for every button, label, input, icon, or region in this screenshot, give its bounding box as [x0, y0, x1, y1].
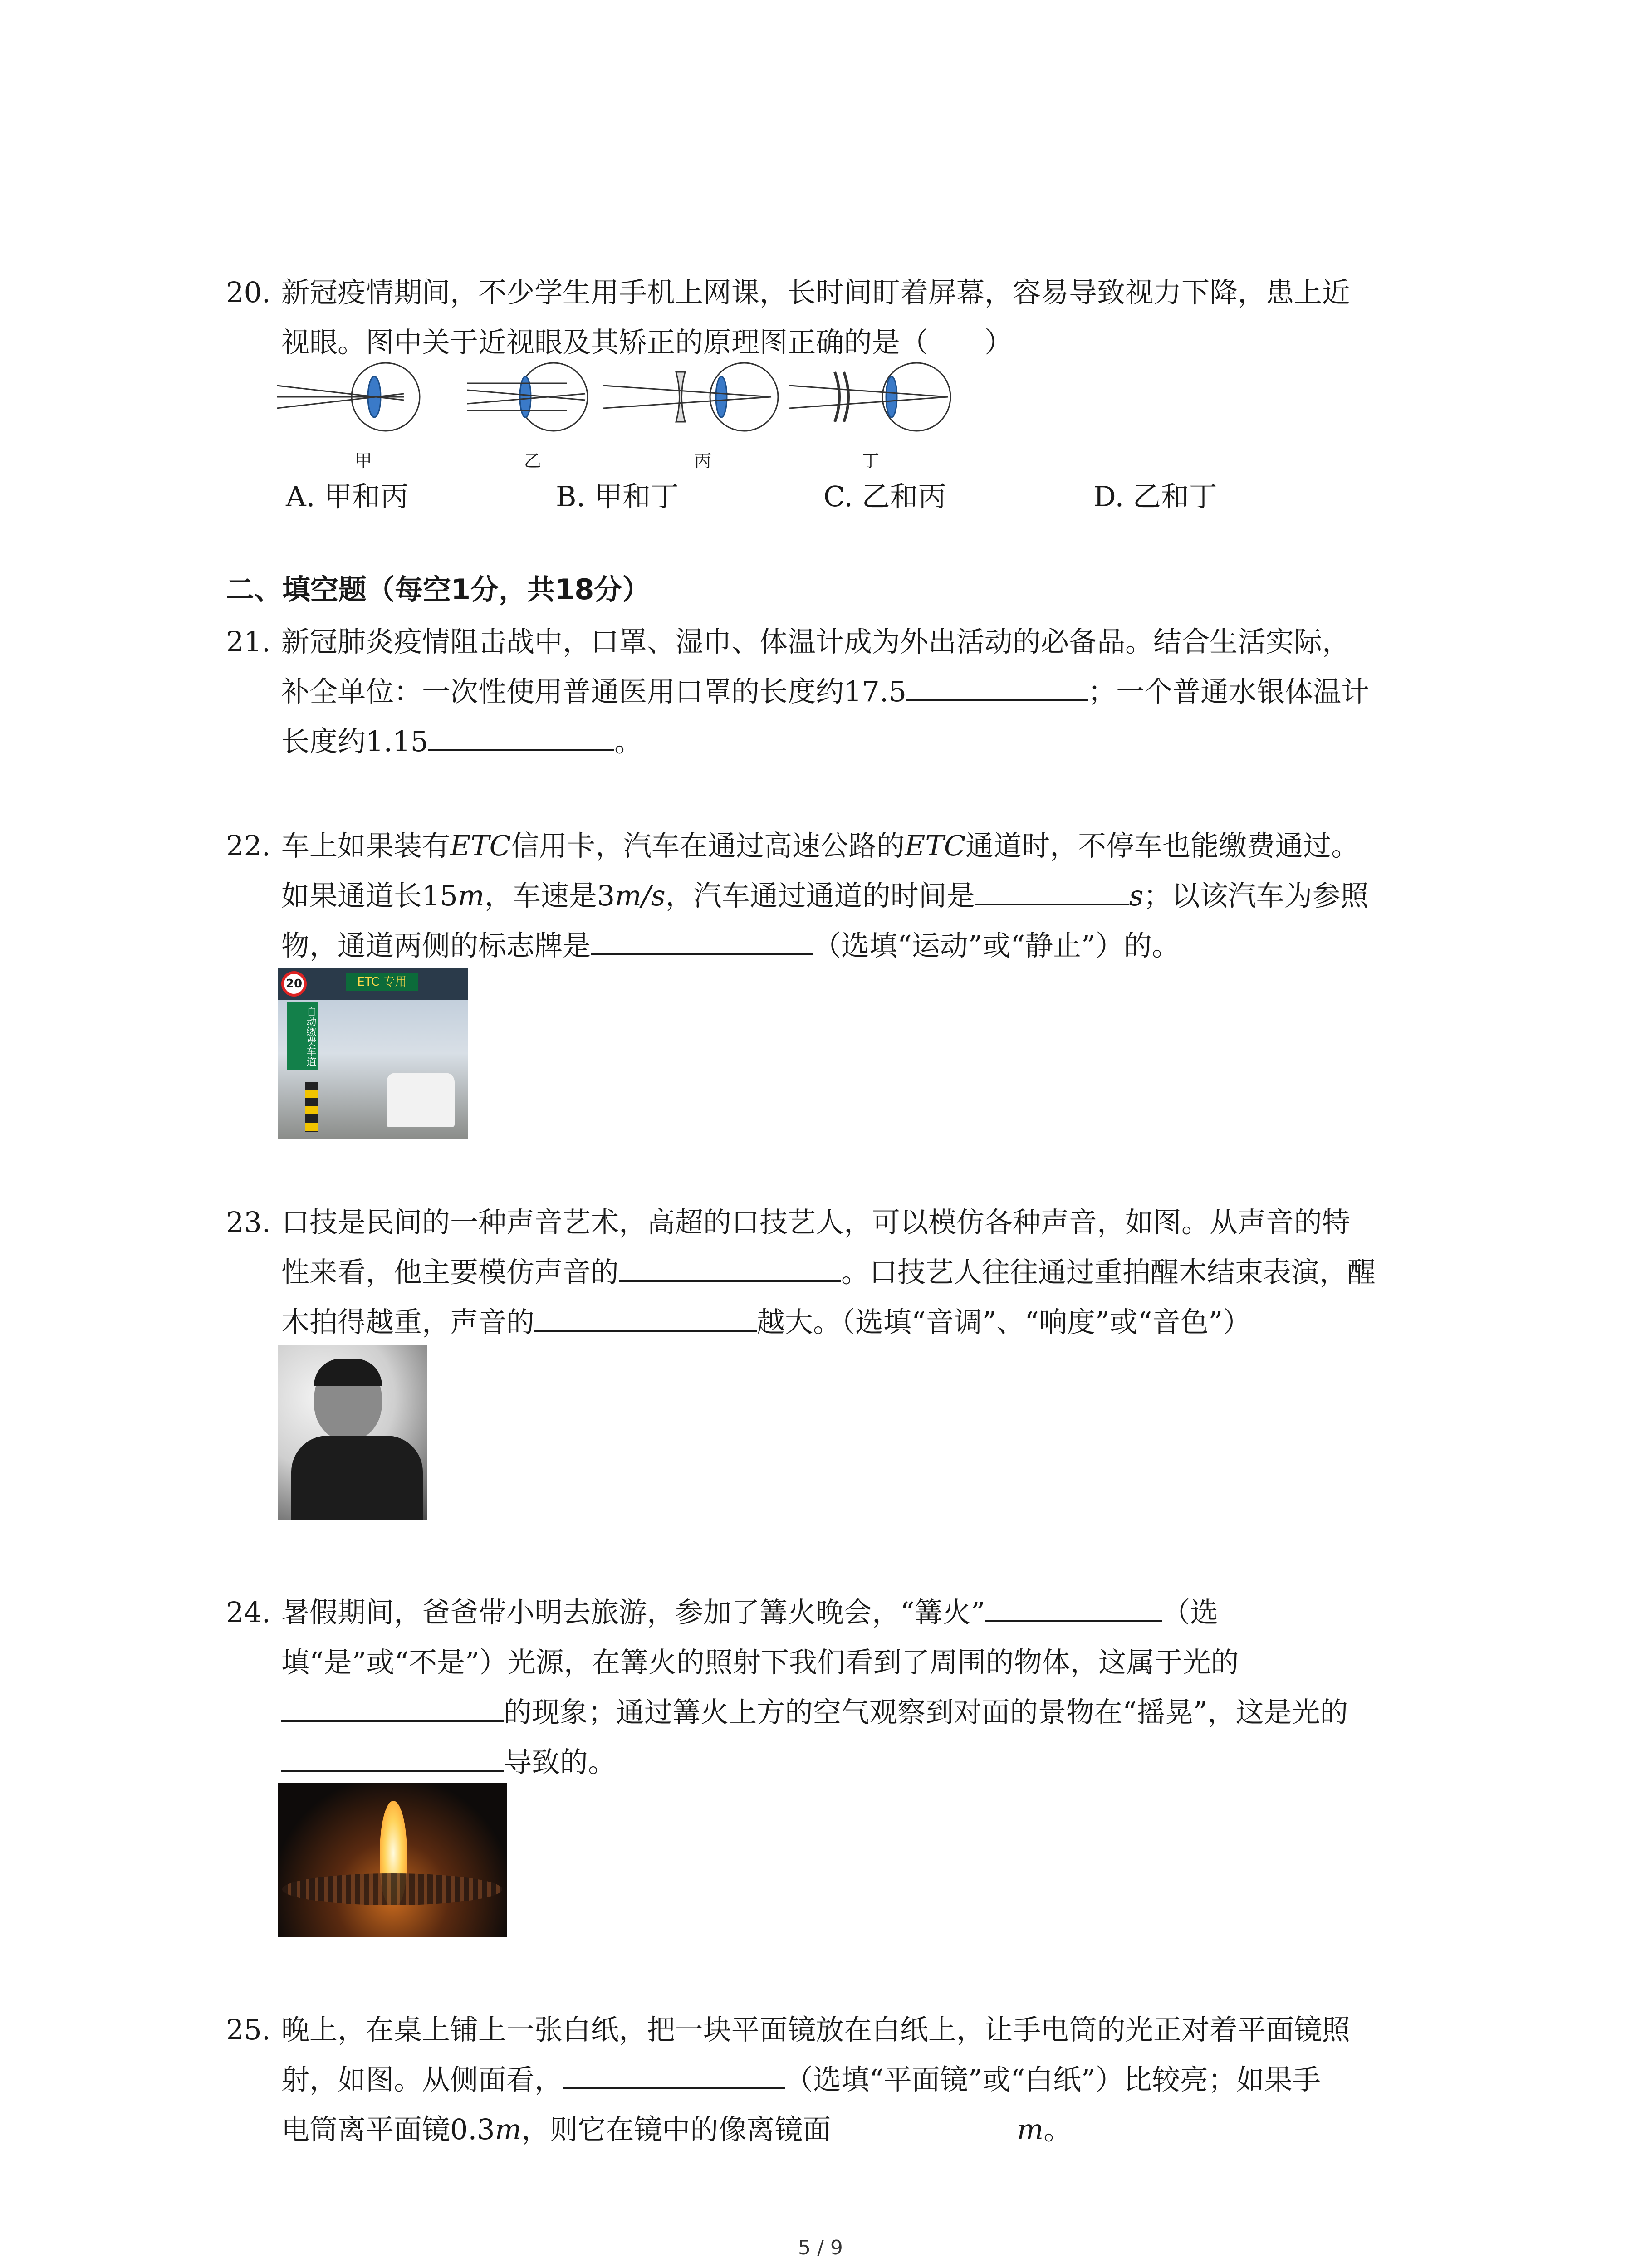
option-a: A. 甲和丙	[286, 480, 409, 513]
option-c: C. 乙和丙	[823, 480, 946, 513]
text-segment: 。	[1043, 2113, 1072, 2146]
auto-pay-sign: 自动缴费车道	[287, 1002, 318, 1070]
etc-lane-photo	[278, 968, 468, 1139]
text-segment: 如果通道长15	[281, 879, 458, 912]
question-text-line: 填“是”或“不是”）光源，在篝火的照射下我们看到了周围的物体，这属于光的	[281, 1646, 1239, 1679]
text-segment: 的现象；通过篝火上方的空气观察到对面的景物在“摇晃”，这是光的	[504, 1696, 1348, 1729]
eye-diagram-bing	[603, 363, 778, 431]
ventriloquist-photo	[278, 1345, 427, 1520]
text-segment: （选填“运动”或“静止”）的。	[813, 929, 1180, 962]
question-number: 23.	[226, 1206, 271, 1239]
question-text-line	[281, 2055, 1478, 2105]
text-segment: m	[1017, 2113, 1044, 2146]
text-segment: 通道时，不停车也能缴费通过。	[965, 829, 1360, 862]
question-number: 25.	[226, 2013, 271, 2046]
eye-diagrams	[277, 358, 966, 449]
option-d: D. 乙和丁	[1093, 480, 1217, 513]
diagram-caption-jia: 甲	[355, 451, 372, 471]
question-number: 21.	[226, 625, 271, 658]
answer-blank[interactable]	[281, 1692, 504, 1722]
text-segment: 。口技艺人往往通过重拍醒木结束表演，醒	[841, 1256, 1376, 1289]
section-title: 二、填空题（每空1分，共18分）	[226, 573, 651, 606]
question-number: 24.	[226, 1596, 271, 1629]
text-segment: m/s	[615, 879, 666, 912]
text-segment: m	[495, 2113, 522, 2146]
text-segment: 暑假期间，爸爸带小明去旅游，参加了篝火晚会，“篝火”	[281, 1596, 985, 1629]
question-number: 22.	[226, 829, 271, 862]
text-segment: 车上如果装有	[281, 829, 451, 862]
text-segment: 射，如图。从侧面看，	[281, 2063, 563, 2096]
question-text-line	[281, 821, 1478, 871]
question-text-line	[281, 717, 1478, 767]
eye-diagram-jia	[277, 363, 420, 431]
eye-diagram-ding	[789, 363, 950, 431]
answer-blank[interactable]	[534, 1302, 757, 1332]
question-number: 20.	[226, 276, 271, 309]
eye-diagram-yi	[467, 363, 588, 431]
question-23	[226, 1198, 1478, 1347]
answer-blank[interactable]	[619, 1252, 841, 1282]
bonfire-photo	[278, 1783, 507, 1937]
diagram-caption-yi: 乙	[524, 451, 542, 471]
text-segment: 性来看，他主要模仿声音的	[281, 1256, 619, 1289]
answer-blank[interactable]	[281, 1742, 504, 1772]
text-segment: ；以该汽车为参照	[1143, 879, 1369, 912]
question-text-line	[281, 921, 1478, 971]
question-text-line	[281, 871, 1478, 921]
text-segment: 导致的。	[504, 1745, 617, 1779]
question-text-line: 视眼。图中关于近视眼及其矫正的原理图正确的是（ ）	[281, 326, 1013, 359]
text-segment: ，汽车通过通道的时间是	[665, 879, 975, 912]
question-text-line	[281, 1687, 1478, 1737]
answer-blank[interactable]	[975, 875, 1129, 905]
answer-blank[interactable]	[985, 1592, 1162, 1622]
text-segment: 。	[614, 725, 643, 758]
performer-hair	[314, 1359, 382, 1386]
text-segment: 电筒离平面镜0.3	[281, 2113, 495, 2146]
question-text-line: 新冠肺炎疫情阻击战中，口罩、湿巾、体温计成为外出活动的必备品。结合生活实际，	[281, 625, 1351, 658]
text-segment: ，则它在镜中的像离镜面	[521, 2113, 831, 2146]
option-b: B. 甲和丁	[556, 480, 679, 513]
text-segment: m	[457, 879, 485, 912]
diagram-caption-ding: 丁	[862, 451, 880, 471]
barrier-post	[305, 1082, 318, 1132]
text-segment: 物，通道两侧的标志牌是	[281, 929, 591, 962]
text-segment: ；一个普通水银体温计	[1088, 675, 1370, 708]
question-25	[226, 2005, 1478, 2155]
question-text-line	[281, 1737, 1478, 1787]
question-text-line	[281, 1588, 1478, 1637]
question-text-line: 新冠疫情期间，不少学生用手机上网课，长时间盯着屏幕，容易导致视力下降，患上近	[281, 276, 1351, 309]
question-24	[226, 1588, 1478, 1787]
speed-limit-sign: 20	[281, 971, 307, 997]
answer-blank[interactable]	[563, 2059, 785, 2089]
text-segment: 木拍得越重，声音的	[281, 1305, 535, 1339]
answer-blank[interactable]	[906, 671, 1088, 701]
text-segment: （选	[1162, 1596, 1219, 1629]
text-segment: s	[1129, 879, 1144, 912]
text-segment: （选填“平面镜”或“白纸”）比较亮；如果手	[785, 2063, 1321, 2096]
question-text-line	[281, 2105, 1478, 2155]
answer-blank[interactable]	[831, 2111, 1017, 2139]
crowd	[282, 1873, 502, 1905]
answer-blank[interactable]	[428, 721, 614, 751]
etc-lane-sign: ETC 专用	[346, 973, 418, 991]
text-segment: ETC	[905, 829, 966, 862]
text-segment: 补全单位：一次性使用普通医用口罩的长度约17.5	[281, 675, 907, 708]
question-text-line	[281, 1247, 1478, 1297]
question-20	[226, 268, 1478, 367]
diagram-caption-bing: 丙	[694, 451, 712, 471]
page-number: 5 / 9	[798, 2236, 843, 2259]
performer-body	[291, 1436, 423, 1520]
question-text-line	[281, 667, 1478, 717]
text-segment: 信用卡，汽车在通过高速公路的	[511, 829, 905, 862]
text-segment: 长度约1.15	[281, 725, 429, 758]
question-text-line	[281, 1297, 1478, 1347]
question-text-line: 晚上，在桌上铺上一张白纸，把一块平面镜放在白纸上，让手电筒的光正对着平面镜照	[281, 2013, 1351, 2046]
text-segment: 越大。（选填“音调”、“响度”或“音色”）	[757, 1305, 1251, 1339]
answer-blank[interactable]	[591, 925, 813, 955]
question-text-line: 口技是民间的一种声音艺术，高超的口技艺人，可以模仿各种声音，如图。从声音的特	[281, 1206, 1351, 1239]
question-21	[226, 617, 1478, 767]
text-segment: ，车速是3	[484, 879, 615, 912]
white-car	[387, 1073, 455, 1127]
question-22	[226, 821, 1478, 971]
text-segment: ETC	[450, 829, 511, 862]
